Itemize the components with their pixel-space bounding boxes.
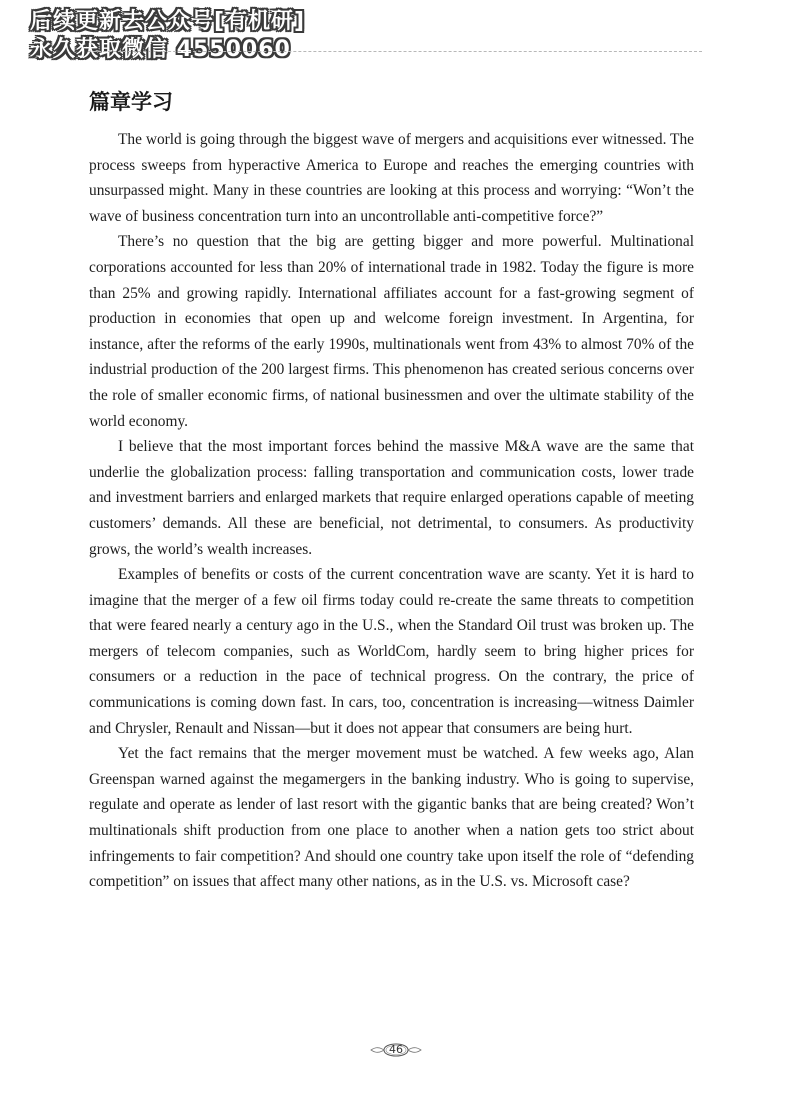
- paragraph-2: There’s no question that the big are getting bigger and more powerful. Multinational corporations accounted for less than 20% of international trade in 1982. Today the figure is more than 25% and growing rapidly. International affiliates account for a fast-growing segment of production in economies that open up and welcome foreign investment. In Argentina, for instance, after the reforms of the early 1990s, multinationals went from 43% to almost 70% of the industrial production of the 200 largest firms. This phenomenon has created serious concerns over the role of smaller economic firms, of national businessmen and over the ultimate stability of the world economy.: [89, 233, 694, 430]
- article-body: [89, 127, 694, 895]
- watermark: [30, 8, 350, 64]
- section-title: 篇章学习: [89, 90, 173, 114]
- page-number-badge: [368, 1036, 424, 1064]
- paragraph-3: I believe that the most important forces behind the massive M&A wave are the same that underlie the globalization process: falling transportation and communication costs, lower trade and investment barriers and enlarged markets that require enlarged operations capable of meeting customers’ demands. All these are beneficial, not detrimental, to consumers. As productivity grows, the world’s wealth increases.: [89, 438, 694, 558]
- header-divider: [88, 51, 702, 52]
- watermark-line-2: 永久获取微信 4550060: [30, 37, 291, 62]
- page-number: 46: [389, 1043, 403, 1056]
- paragraph-1: The world is going through the biggest wave of mergers and acquisitions ever witnessed. The process sweeps from hyperactive America to Europe and reaches the emerging countries with unsurpassed might. Many in these countries are looking at this process and worrying: “Won’t the wave of business concentration turn into an uncontrollable anti-competitive force?”: [89, 131, 694, 225]
- watermark-line-1: 后续更新去公众号[有机研]: [30, 9, 306, 34]
- paragraph-5: Yet the fact remains that the merger movement must be watched. A few weeks ago, Alan Greenspan warned against the megamergers in the banking industry. Who is going to supervise, regulate and operate as lender of last resort with the gigantic banks that are being created? Won’t multinationals shift production from one place to another when a nation gets too strict about infringements to fair competition? And should one country take upon itself the role of “defending competition” on issues that affect many other nations, as in the U.S. vs. Microsoft case?: [89, 745, 694, 891]
- paragraph-4: Examples of benefits or costs of the current concentration wave are scanty. Yet it is hard to imagine that the merger of a few oil firms today could re-create the same threats to competition that were feared nearly a century ago in the U.S., when the Standard Oil trust was broken up. The mergers of telecom companies, such as WorldCom, hardly seem to bring higher prices for consumers or a reduction in the pace of technical progress. On the contrary, the price of communications is coming down fast. In cars, too, concentration is increasing—witness Daimler and Chrysler, Renault and Nissan—but it does not appear that consumers are being hurt.: [89, 566, 694, 737]
